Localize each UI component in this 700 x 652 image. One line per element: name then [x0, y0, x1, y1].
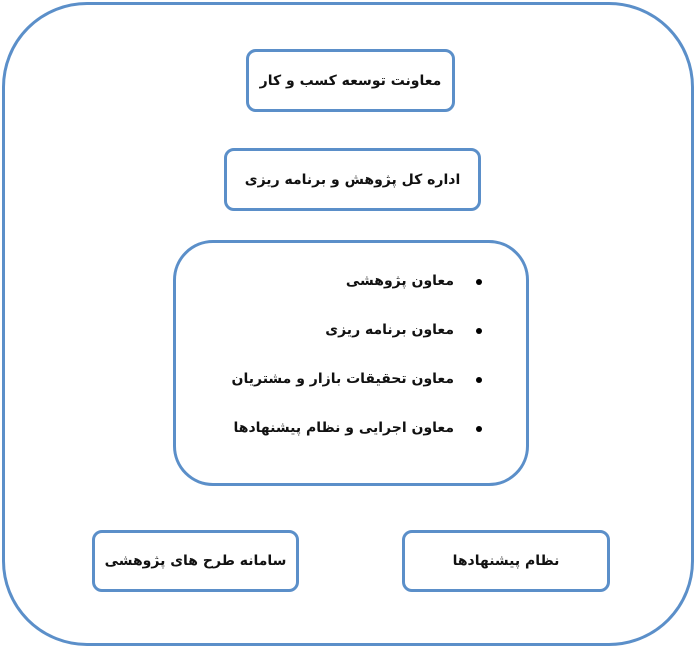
deputies-list: [232, 273, 482, 469]
business-development-deputy-label: معاونت توسعه کسب و کار: [259, 72, 442, 89]
list-item-label: معاون برنامه ریزی: [325, 322, 454, 338]
bullet-icon: [476, 279, 482, 285]
list-item-label: معاون پژوهشی: [345, 273, 454, 289]
bullet-icon: [476, 328, 482, 334]
deputies-group-box: [173, 240, 529, 486]
list-item: [232, 371, 482, 420]
list-item-label: معاون تحقیقات بازار و مشتریان: [231, 371, 454, 387]
research-projects-system-label: سامانه طرح های پژوهشی: [104, 553, 287, 569]
suggestions-system-box: [402, 530, 610, 592]
research-projects-system-box: [92, 530, 299, 592]
research-planning-office-box: [224, 148, 481, 211]
list-item: [232, 273, 482, 322]
business-development-deputy-box: [246, 49, 455, 112]
bullet-icon: [476, 426, 482, 432]
list-item: [232, 420, 482, 469]
suggestions-system-label: نظام پیشنهادها: [452, 553, 560, 569]
list-item-label: معاون اجرایی و نظام پیشنهادها: [233, 420, 454, 436]
bullet-icon: [476, 377, 482, 383]
research-planning-office-label: اداره کل پژوهش و برنامه ریزی: [244, 171, 461, 188]
list-item: [232, 322, 482, 371]
